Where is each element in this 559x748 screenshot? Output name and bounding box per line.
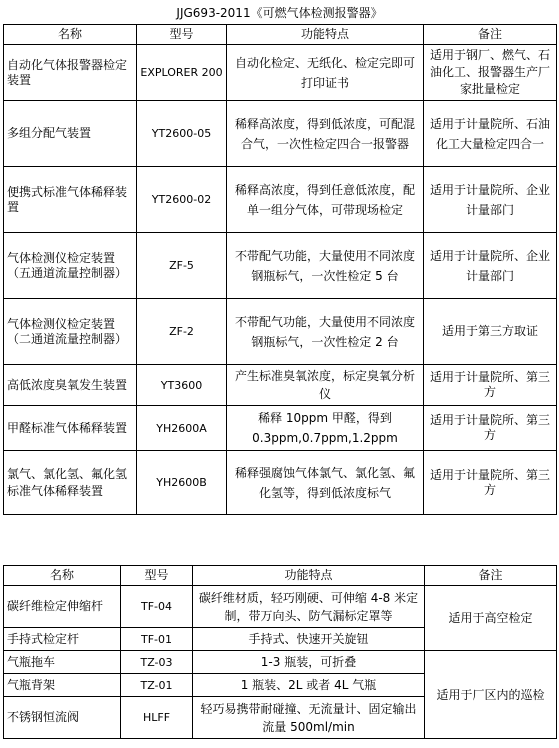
table-row xyxy=(4,233,557,299)
cell-note: 适用于高空检定 xyxy=(425,586,557,651)
cell-note: 适用于计量院所、企业计量部门 xyxy=(424,233,557,299)
cell-note: 适用于计量院所、企业计量部门 xyxy=(424,167,557,233)
table-row xyxy=(4,651,557,674)
header-features: 功能特点 xyxy=(193,566,425,586)
cell-note: 适用于计量院所、第三方 xyxy=(424,406,557,451)
cell-name: 手持式检定杆 xyxy=(4,628,121,651)
cell-features: 轻巧易携带耐碰撞、无流量计、固定输出流量 500ml/min xyxy=(193,697,425,739)
cell-note: 适用于第三方取证 xyxy=(424,299,557,365)
cell-model: HLFF xyxy=(121,697,193,739)
cell-name: 高低浓度臭氧发生装置 xyxy=(4,365,137,406)
table-row xyxy=(4,299,557,365)
table-row xyxy=(4,586,557,628)
cell-note: 适用于计量院所、第三方 xyxy=(424,451,557,515)
cell-note: 适用于计量院所、石油化工大量检定四合一 xyxy=(424,101,557,167)
cell-model: YH2600B xyxy=(137,451,227,515)
cell-features: 1 瓶装、2L 或者 4L 气瓶 xyxy=(193,674,425,697)
cell-note: 适用于钢厂、燃气、石油化工、报警器生产厂家批量检定 xyxy=(424,45,557,101)
cell-features: 碳纤维材质，轻巧刚硬、可伸缩 4-8 米定制，带万向头、防气漏标定罩等 xyxy=(193,586,425,628)
cell-name: 自动化气体报警器检定装置 xyxy=(4,45,137,101)
table-row xyxy=(4,101,557,167)
table-row xyxy=(4,451,557,515)
table-row xyxy=(4,45,557,101)
cell-note: 适用于计量院所、第三方 xyxy=(424,365,557,406)
cell-name: 甲醛标准气体稀释装置 xyxy=(4,406,137,451)
cell-name: 气体检测仪检定装置（二通道流量控制器） xyxy=(4,299,137,365)
table-row xyxy=(4,365,557,406)
cell-model: YT3600 xyxy=(137,365,227,406)
header-model: 型号 xyxy=(137,25,227,45)
cell-name: 便携式标准气体稀释装置 xyxy=(4,167,137,233)
cell-name: 气瓶拖车 xyxy=(4,651,121,674)
cell-features: 不带配气功能，大量使用不同浓度钢瓶标气，一次性检定 2 台 xyxy=(227,299,424,365)
cell-model: YH2600A xyxy=(137,406,227,451)
cell-name: 不锈钢恒流阀 xyxy=(4,697,121,739)
table-row xyxy=(4,167,557,233)
table-row xyxy=(4,406,557,451)
cell-features: 手持式、快速开关旋钮 xyxy=(193,628,425,651)
header-note: 备注 xyxy=(424,25,557,45)
cell-model: TZ-01 xyxy=(121,674,193,697)
cell-model: ZF-2 xyxy=(137,299,227,365)
cell-features: 不带配气功能，大量使用不同浓度钢瓶标气，一次性检定 5 台 xyxy=(227,233,424,299)
cell-features: 稀释强腐蚀气体氯气、氯化氢、氟化氢等，得到低浓度标气 xyxy=(227,451,424,515)
table-header-row xyxy=(4,25,557,45)
cell-features: 产生标准臭氧浓度，标定臭氧分析仪 xyxy=(227,365,424,406)
cell-model: ZF-5 xyxy=(137,233,227,299)
page-title: JJG693-2011《可燃气体检测报警器》 xyxy=(176,6,383,20)
cell-features: 1-3 瓶装，可折叠 xyxy=(193,651,425,674)
cell-model: YT2600-05 xyxy=(137,101,227,167)
accessory-table xyxy=(3,565,557,739)
cell-name: 多组分配气装置 xyxy=(4,101,137,167)
cell-features: 稀释 10ppm 甲醛，得到0.3ppm,0.7ppm,1.2ppm xyxy=(227,406,424,451)
cell-model: EXPLORER 200 xyxy=(137,45,227,101)
cell-note: 适用于厂区内的巡检 xyxy=(425,651,557,739)
table-header-row xyxy=(4,566,557,586)
product-table-1 xyxy=(3,24,557,515)
header-name: 名称 xyxy=(4,25,137,45)
header-name: 名称 xyxy=(4,566,121,586)
cell-model: TF-04 xyxy=(121,586,193,628)
cell-model: YT2600-02 xyxy=(137,167,227,233)
cell-model: TF-01 xyxy=(121,628,193,651)
cell-model: TZ-03 xyxy=(121,651,193,674)
cell-name: 氯气、氯化氢、氟化氢标准气体稀释装置 xyxy=(4,451,137,515)
header-features: 功能特点 xyxy=(227,25,424,45)
header-note: 备注 xyxy=(425,566,557,586)
cell-features: 稀释高浓度，得到任意低浓度，配单一组分气体，可带现场检定 xyxy=(227,167,424,233)
cell-name: 气体检测仪检定装置（五通道流量控制器） xyxy=(4,233,137,299)
cell-name: 气瓶背架 xyxy=(4,674,121,697)
header-model: 型号 xyxy=(121,566,193,586)
cell-features: 稀释高浓度，得到低浓度，可配混合气，一次性检定四合一报警器 xyxy=(227,101,424,167)
cell-features: 自动化检定、无纸化、检定完即可打印证书 xyxy=(227,45,424,101)
cell-name: 碳纤维检定伸缩杆 xyxy=(4,586,121,628)
